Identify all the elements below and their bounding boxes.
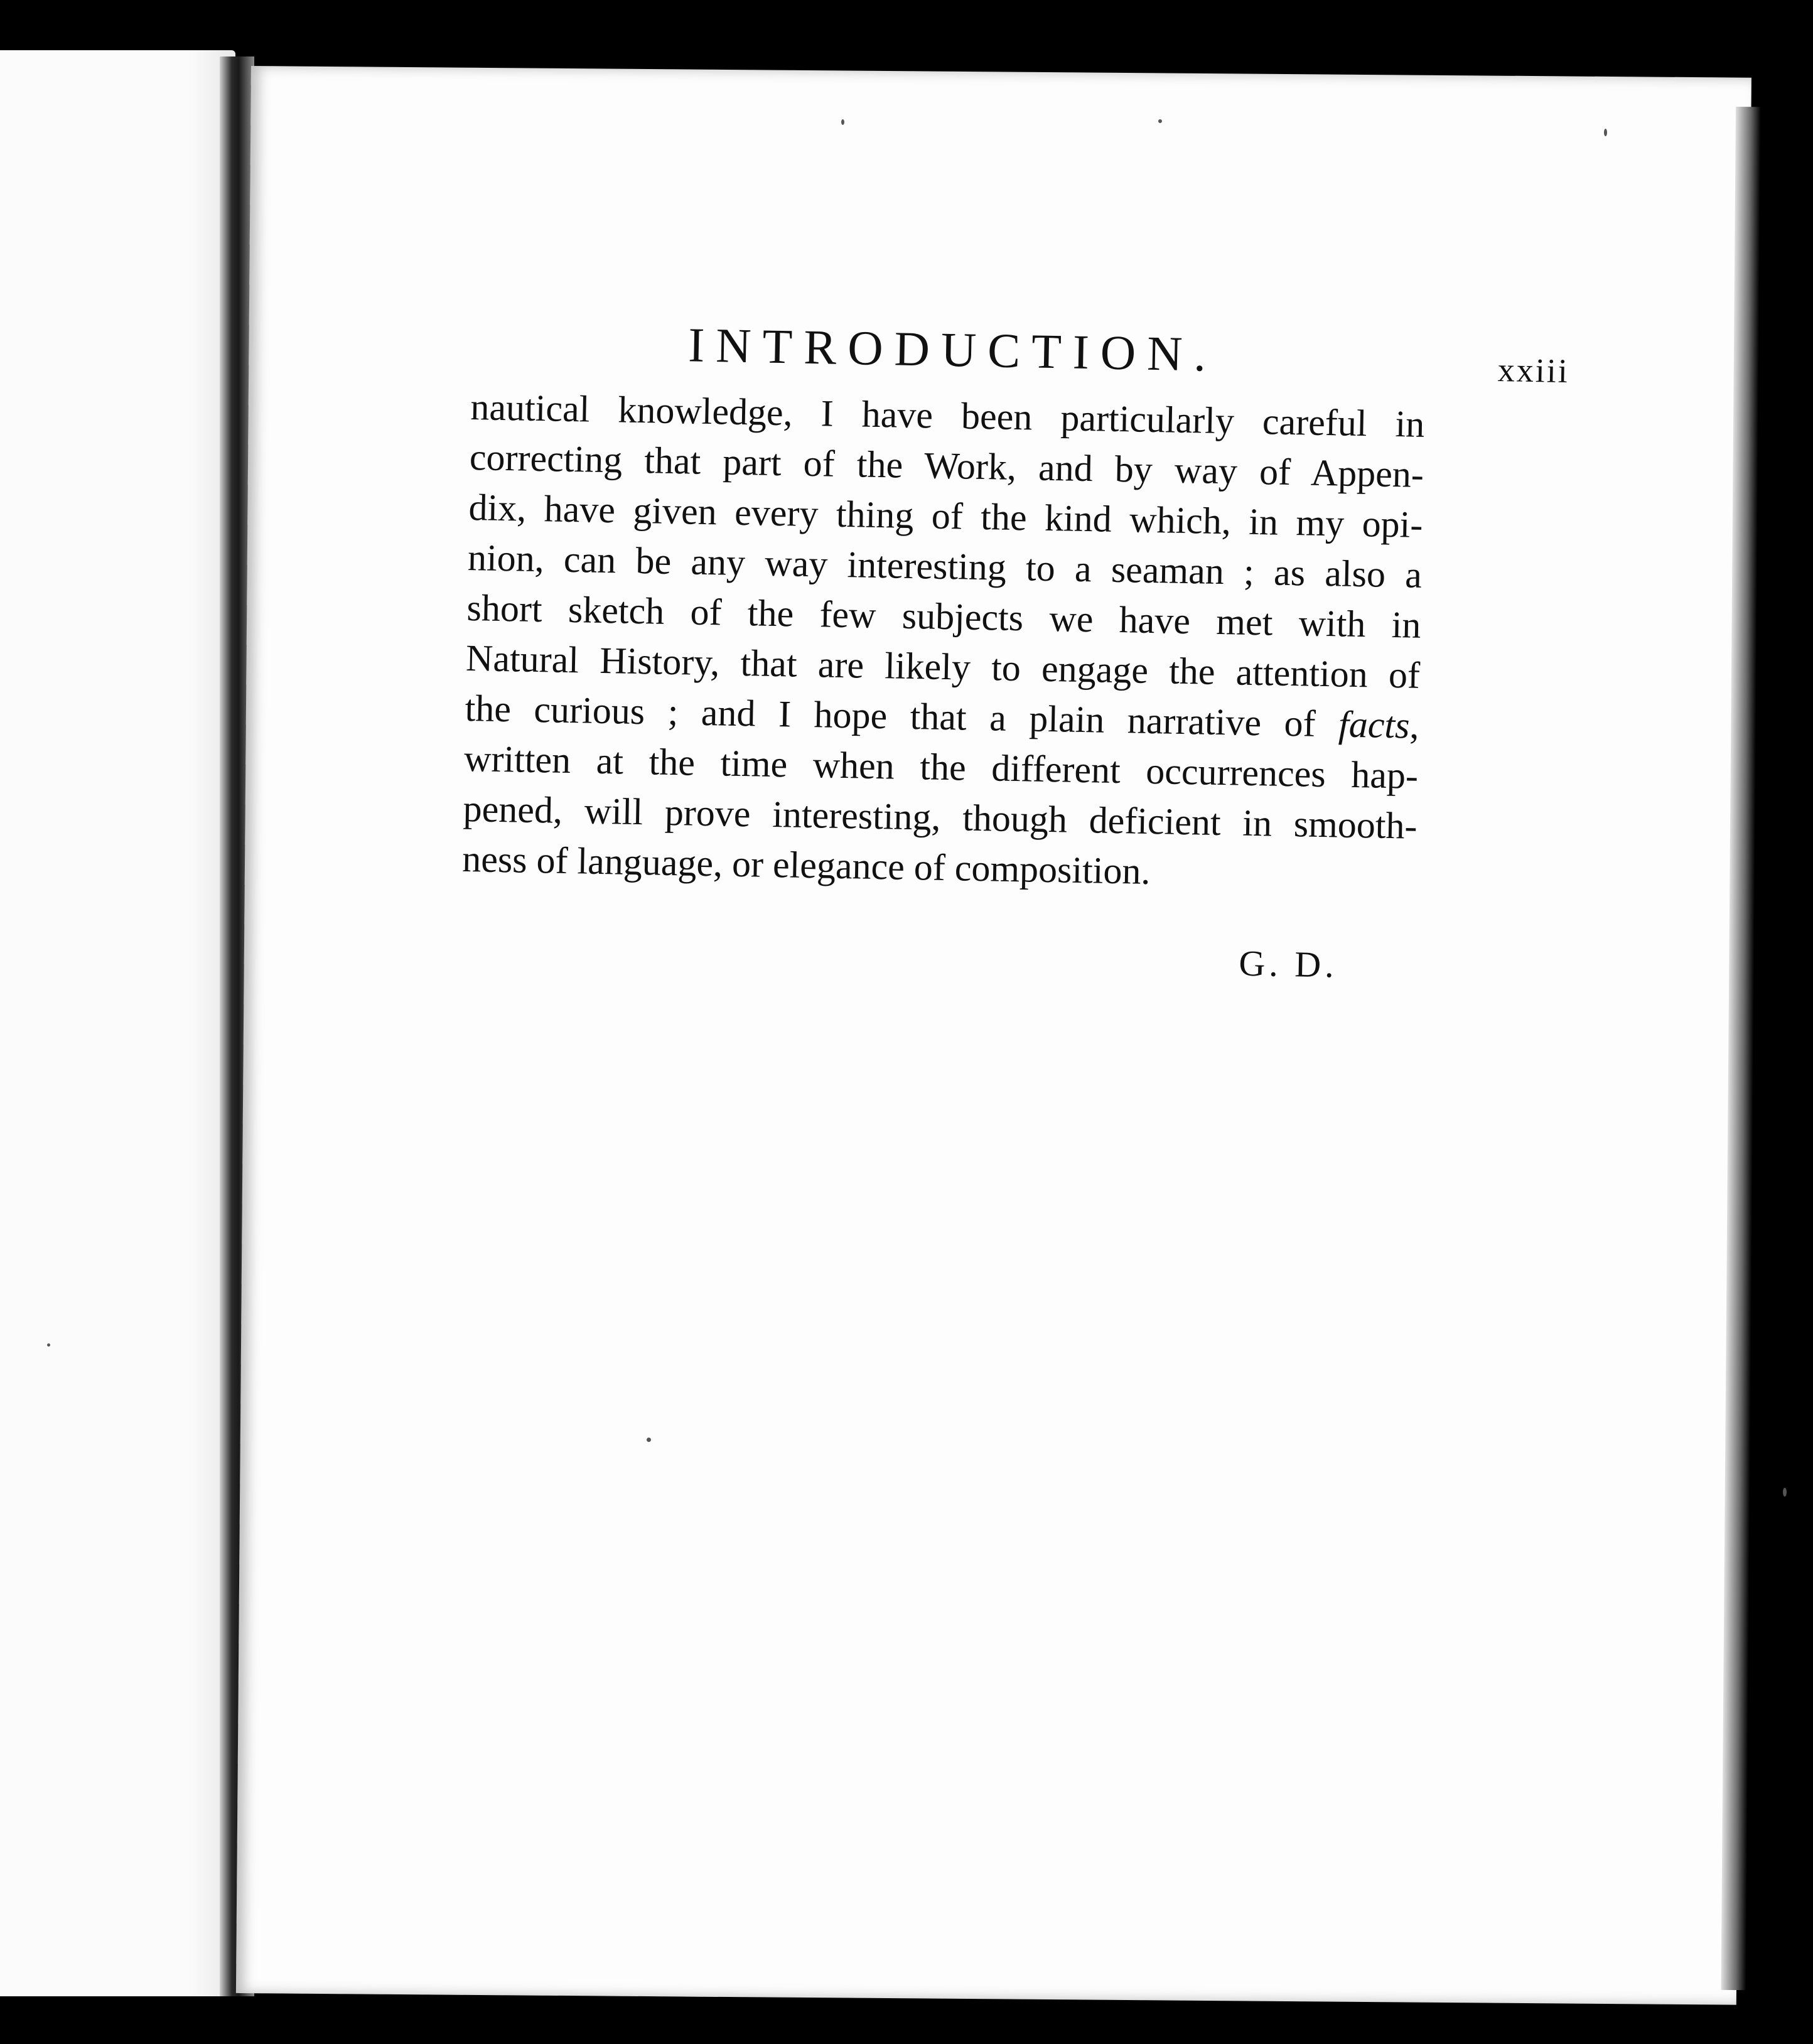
text-line: nion, can be any way interesting to a seaman ; as also a <box>467 537 1423 596</box>
text-line: Natural History, that are likely to engage the attention of <box>465 637 1421 696</box>
page-number: xxiii <box>1497 351 1570 390</box>
scan-speck <box>1158 119 1162 123</box>
scan-speck <box>1604 129 1607 136</box>
text-line: the curious ; and I hope that a plain narrative of facts, <box>465 687 1420 746</box>
scan-speck <box>841 119 844 125</box>
text-line: ness of language, or elegance of composition. <box>461 837 1151 893</box>
running-title: INTRODUCTION. <box>687 317 1218 382</box>
scan-speck <box>47 1343 50 1347</box>
text-line: short sketch of the few subjects we have met with in <box>466 586 1421 646</box>
introduction-paragraph <box>462 382 1425 901</box>
scan-speck <box>1783 1488 1787 1497</box>
author-initials: G. D. <box>1238 942 1338 986</box>
text-line: nautical knowledge, I have been particularly careful in <box>470 386 1425 445</box>
text-line: pened, will prove interesting, though deficient in smooth- <box>463 787 1418 847</box>
text-line: correcting that part of the Work, and by way of Appen- <box>469 436 1424 495</box>
text-line: written at the time when the different occurrences hap- <box>463 737 1419 797</box>
scan-speck <box>647 1438 651 1442</box>
text-line: dix, have given every thing of the kind which, in my opi- <box>468 487 1423 546</box>
italic-word: facts <box>1338 703 1411 746</box>
